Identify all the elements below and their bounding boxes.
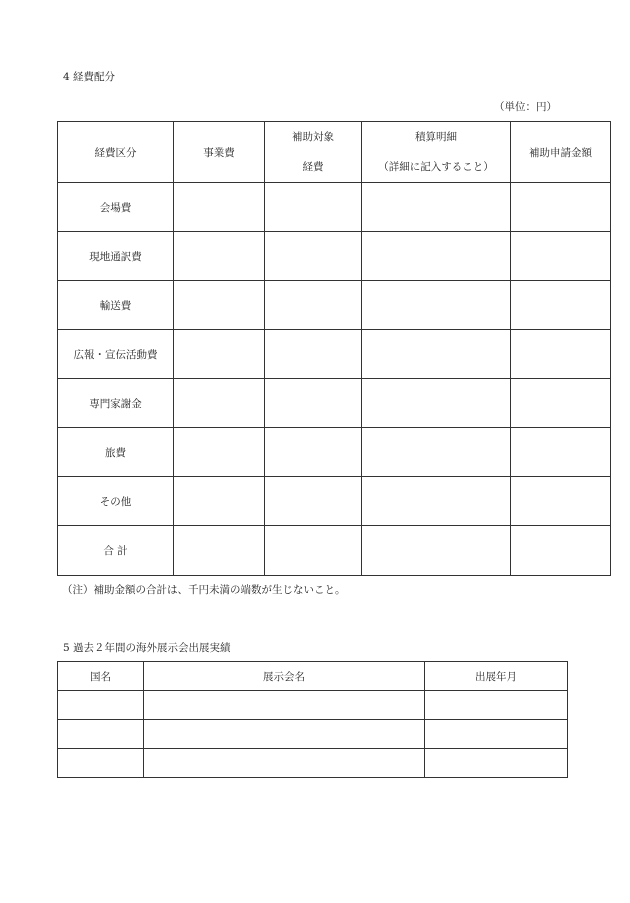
input-cell[interactable] (58, 691, 144, 720)
expense-row (58, 330, 611, 379)
row-label: その他 (58, 477, 174, 526)
input-cell[interactable] (511, 379, 611, 428)
exhibition-row (58, 749, 568, 778)
input-cell[interactable] (511, 428, 611, 477)
row-label: 旅費 (58, 428, 174, 477)
header-requested-amount: 補助申請金額 (511, 122, 611, 183)
section5-heading: 5 過去２年間の海外展示会出展実績 (63, 642, 231, 654)
input-cell[interactable] (174, 232, 265, 281)
input-cell[interactable] (511, 526, 611, 576)
input-cell[interactable] (265, 330, 362, 379)
unit-label: （単位：円） (494, 101, 557, 113)
input-cell[interactable] (362, 477, 511, 526)
exhibition-row (58, 691, 568, 720)
input-cell[interactable] (174, 183, 265, 232)
input-cell[interactable] (265, 232, 362, 281)
input-cell[interactable] (265, 428, 362, 477)
input-cell[interactable] (362, 526, 511, 576)
exhibition-row (58, 720, 568, 749)
header-eligible-cost (265, 122, 362, 183)
header-exhibition-name: 展示会名 (144, 662, 425, 691)
row-label-total: 合 計 (58, 526, 174, 576)
input-cell[interactable] (265, 183, 362, 232)
input-cell[interactable] (511, 232, 611, 281)
header-exhibit-date: 出展年月 (425, 662, 568, 691)
input-cell[interactable] (265, 281, 362, 330)
input-cell[interactable] (265, 526, 362, 576)
expense-row (58, 281, 611, 330)
input-cell[interactable] (58, 749, 144, 778)
input-cell[interactable] (425, 720, 568, 749)
row-label: 現地通訳費 (58, 232, 174, 281)
input-cell[interactable] (362, 330, 511, 379)
input-cell[interactable] (362, 379, 511, 428)
input-cell[interactable] (425, 691, 568, 720)
input-cell[interactable] (362, 428, 511, 477)
row-label: 広報・宣伝活動費 (58, 330, 174, 379)
input-cell[interactable] (144, 720, 425, 749)
expense-row (58, 183, 611, 232)
row-label: 専門家謝金 (58, 379, 174, 428)
input-cell[interactable] (144, 749, 425, 778)
input-cell[interactable] (174, 428, 265, 477)
section4-heading: 4 経費配分 (63, 71, 116, 83)
input-cell[interactable] (511, 183, 611, 232)
expense-total-row (58, 526, 611, 576)
input-cell[interactable] (265, 477, 362, 526)
header-country: 国名 (58, 662, 144, 691)
input-cell[interactable] (144, 691, 425, 720)
expense-row (58, 477, 611, 526)
input-cell[interactable] (174, 330, 265, 379)
exhibition-history-table (57, 661, 568, 778)
expense-row (58, 232, 611, 281)
input-cell[interactable] (511, 477, 611, 526)
exhibition-header-row (58, 662, 568, 691)
input-cell[interactable] (174, 477, 265, 526)
expense-table (57, 121, 611, 576)
input-cell[interactable] (362, 232, 511, 281)
input-cell[interactable] (265, 379, 362, 428)
expense-row (58, 379, 611, 428)
row-label: 輸送費 (58, 281, 174, 330)
header-eligible-line1: 補助対象 (292, 131, 334, 143)
input-cell[interactable] (174, 379, 265, 428)
input-cell[interactable] (511, 281, 611, 330)
input-cell[interactable] (174, 526, 265, 576)
input-cell[interactable] (58, 720, 144, 749)
expense-note: （注）補助金額の合計は、千円未満の端数が生じないこと。 (62, 584, 346, 596)
row-label: 会場費 (58, 183, 174, 232)
header-category: 経費区分 (58, 122, 174, 183)
header-eligible-line2: 経費 (302, 161, 324, 173)
input-cell[interactable] (511, 330, 611, 379)
expense-row (58, 428, 611, 477)
input-cell[interactable] (362, 183, 511, 232)
input-cell[interactable] (362, 281, 511, 330)
header-breakdown (362, 122, 511, 183)
input-cell[interactable] (174, 281, 265, 330)
header-breakdown-line1: 積算明細 (415, 131, 457, 143)
header-project-cost: 事業費 (174, 122, 265, 183)
header-breakdown-line2: （詳細に記入すること） (378, 161, 494, 173)
expense-header-row (58, 122, 611, 183)
input-cell[interactable] (425, 749, 568, 778)
